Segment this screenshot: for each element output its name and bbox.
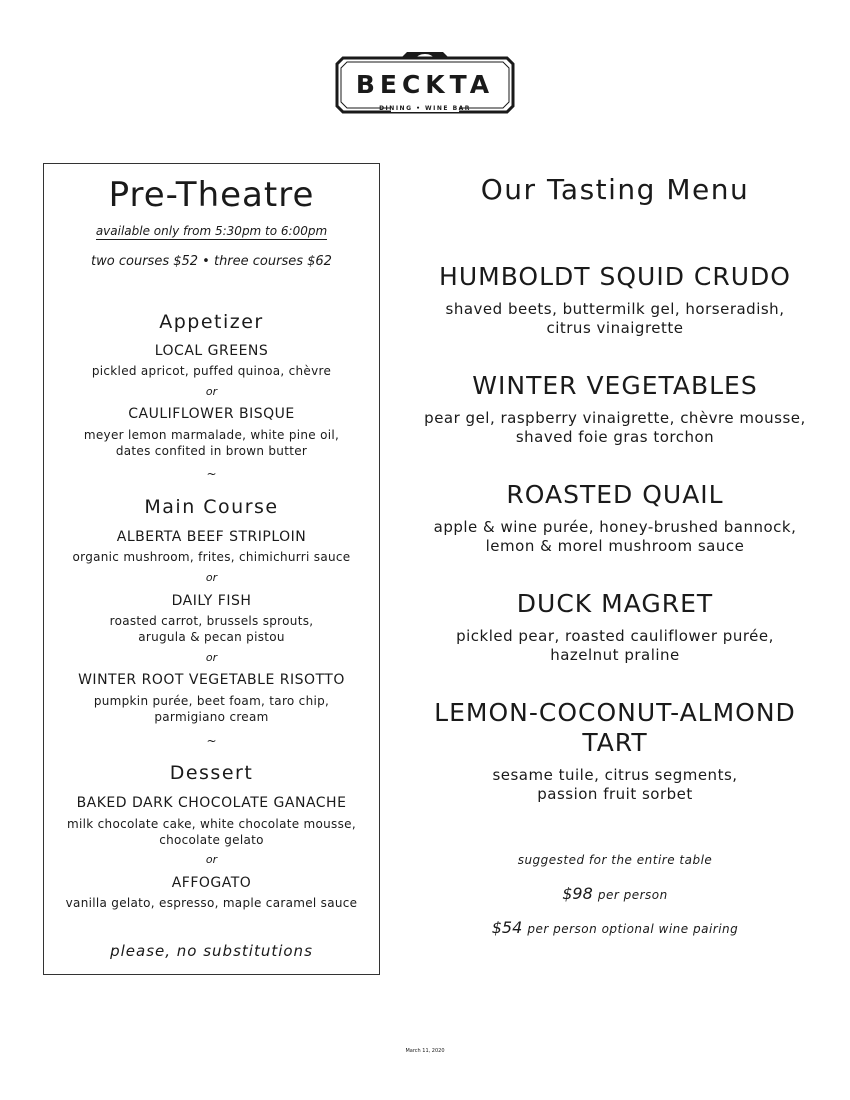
pre-theatre-title: Pre-Theatre <box>108 175 315 215</box>
course-description: hazelnut praline <box>550 646 680 664</box>
brand-name: BECKTA <box>355 70 495 99</box>
course-description: pickled pear, roasted cauliflower purée, <box>456 627 774 645</box>
menu-date: March 11, 2020 <box>405 1048 445 1054</box>
course-name: WINTER VEGETABLES <box>472 371 758 400</box>
course-description: shaved foie gras torchon <box>515 428 715 446</box>
course-description: apple & wine purée, honey-brushed bannock, <box>433 518 797 536</box>
or-divider: or <box>205 571 218 584</box>
dish-description: organic mushroom, frites, chimichurri sauce <box>72 550 351 564</box>
dish-alberta-beef: ALBERTA BEEF STRIPLOIN <box>116 529 307 545</box>
or-divider: or <box>205 651 218 664</box>
dessert-heading: Dessert <box>169 762 254 784</box>
dish-description: pickled apricot, puffed quinoa, chèvre <box>91 364 332 378</box>
dish-description: vanilla gelato, espresso, maple caramel sauce <box>65 896 358 910</box>
dish-description: chocolate gelato <box>159 833 264 847</box>
beckta-logo <box>331 52 519 118</box>
course-name: TART <box>582 728 648 757</box>
dish-chocolate-ganache: BAKED DARK CHOCOLATE GANACHE <box>76 795 347 811</box>
price-per-person <box>410 884 820 903</box>
pricing-text: two courses $52 • three courses $62 <box>91 254 332 269</box>
course-description: passion fruit sorbet <box>537 785 693 803</box>
dish-local-greens: LOCAL GREENS <box>154 343 269 359</box>
availability-text: available only from 5:30pm to 6:00pm <box>95 224 328 238</box>
dish-description: meyer lemon marmalade, white pine oil, <box>83 428 340 442</box>
dish-cauliflower-bisque: CAULIFLOWER BISQUE <box>128 406 295 422</box>
or-divider: or <box>205 385 218 398</box>
price-amount: $98 <box>562 884 593 903</box>
dish-daily-fish: DAILY FISH <box>171 593 252 609</box>
appetizer-heading: Appetizer <box>159 311 264 333</box>
course-description: sesame tuile, citrus segments, <box>492 766 738 784</box>
or-divider: or <box>205 853 218 866</box>
price-unit: per person <box>597 888 668 902</box>
dish-description: parmigiano cream <box>154 710 269 724</box>
dish-affogato: AFFOGATO <box>171 875 252 891</box>
course-description: shaved beets, buttermilk gel, horseradish, <box>445 300 785 318</box>
course-name: ROASTED QUAIL <box>506 480 724 509</box>
dish-description: arugula & pecan pistou <box>138 630 285 644</box>
wine-unit: per person optional wine pairing <box>527 922 739 936</box>
course-description: lemon & morel mushroom sauce <box>485 537 745 555</box>
tasting-menu-title: Our Tasting Menu <box>480 173 750 206</box>
course-description: citrus vinaigrette <box>546 319 684 337</box>
dish-description: roasted carrot, brussels sprouts, <box>109 614 314 628</box>
dish-description: pumpkin purée, beet foam, taro chip, <box>93 694 330 708</box>
wine-amount: $54 <box>491 918 523 937</box>
availability-note <box>43 224 380 238</box>
course-separator: ~ <box>206 467 217 481</box>
dish-winter-risotto: WINTER ROOT VEGETABLE RISOTTO <box>78 672 345 688</box>
course-separator: ~ <box>206 734 217 748</box>
course-name: LEMON-COCONUT-ALMOND <box>434 698 796 727</box>
course-description: pear gel, raspberry vinaigrette, chèvre mousse, <box>424 409 806 427</box>
dish-description: milk chocolate cake, white chocolate mousse, <box>67 817 356 831</box>
course-name: DUCK MAGRET <box>516 589 714 618</box>
substitutions-note: please, no substitutions <box>110 942 313 960</box>
course-name: HUMBOLDT SQUID CRUDO <box>439 262 791 291</box>
table-suggestion: suggested for the entire table <box>517 853 713 867</box>
main-course-heading: Main Course <box>144 496 279 518</box>
brand-tagline: DINING • WINE BAR <box>379 105 471 112</box>
wine-pairing-price <box>410 918 820 937</box>
dish-description: dates confited in brown butter <box>115 444 308 458</box>
